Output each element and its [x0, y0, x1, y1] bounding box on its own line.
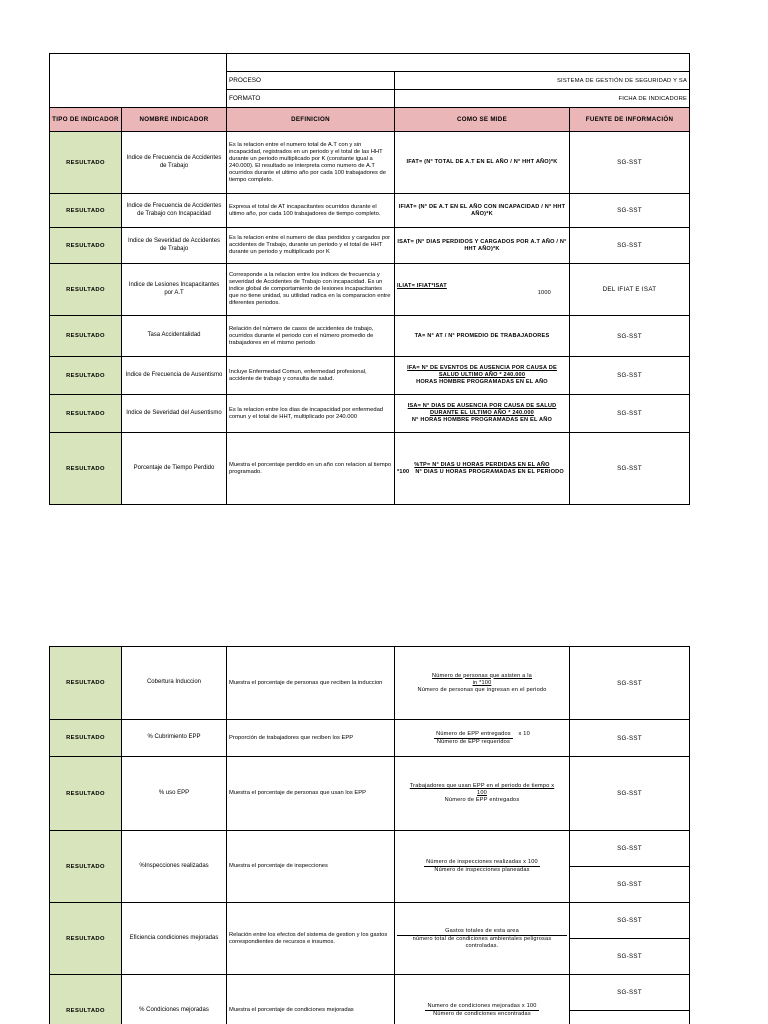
fuente-cell: SG-SST [570, 720, 690, 757]
definicion-cell: Relación del número de casos de accidentes de trabajo, ocurridos durante el periodo con el número promedio de trabajadores en el mismo periodo [227, 316, 395, 357]
formula-denominator: Número de condiciones encontradas [433, 1011, 531, 1017]
table-row [50, 395, 690, 433]
definicion-cell: Es la relacion entre el numero total de A.T con y sin incapacidad, registrados en un periodo y el total de las HHT durante un periodo multiplicado por K (constante igual a 240.000). El resultado se interpreta como numero de A.T ocurridos durante el ultimo año por cada 100 trabajadores de tiempo completo. [227, 132, 395, 194]
tipo-cell: RESULTADO [50, 720, 122, 757]
fuente-cell: SG-SST [570, 316, 690, 357]
tipo-cell: RESULTADO [50, 194, 122, 228]
fuente-cell: SG-SST [570, 194, 690, 228]
como-cell [395, 831, 570, 903]
definicion-cell: Muestra el porcentaje perdido en un año con relacion al tiempo programado. [227, 433, 395, 505]
nombre-cell: Porcentaje de Tiempo Perdido [122, 433, 227, 505]
definicion-cell: Es la relacion entre los dias de incapacidad por enfermedad comun y el total de HHT, multiplicado por 240.000 [227, 395, 395, 433]
formula-denominator: número total de condiciones ambientales peligrosas controladas. [412, 935, 552, 949]
formula-multiplier: *100 [397, 468, 410, 475]
formula-numerator: IFA= N° DE EVENTOS DE AUSENCIA POR CAUSA DE SALUD ULTIMO AÑO * 240.000 [407, 365, 557, 378]
logo-cell [50, 54, 227, 108]
table-row [50, 975, 690, 1011]
tipo-cell: RESULTADO [50, 647, 122, 720]
tipo-cell: RESULTADO [50, 395, 122, 433]
formula-denominator: Número de EPP entregados [444, 797, 520, 803]
como-cell [395, 264, 570, 316]
formula-multiplier: x 10 [518, 730, 530, 737]
fuente-cell: SG-SST [570, 433, 690, 505]
tipo-cell: RESULTADO [50, 975, 122, 1024]
formato-label: FORMATO [227, 90, 395, 108]
formula-numerator-2: 100 [477, 790, 487, 796]
nombre-cell: Indice de Severidad de Accidentes de Trabajo [122, 228, 227, 264]
definicion-cell: Relación entre los efectos del sistema de gestion y los gastos correspondientes de recursos e insumos. [227, 903, 395, 975]
formula-numerator: %TP= N° DIAS U HORAS PERDIDAS EN EL AÑO [414, 461, 550, 468]
nombre-cell: % Cubrimiento EPP [122, 720, 227, 757]
formula-denominator: 1000 [537, 289, 551, 296]
definicion-cell: Es la relacion entre el numero de dias perdidos y cargados por accidentes de Trabajo, durante un periodo y el total de HHT durante un periodo y multiplicado por K [227, 228, 395, 264]
fuente-cell: SG-SST [570, 757, 690, 831]
formula-numerator: Gastos totales de esta area [397, 928, 567, 936]
proceso-value: SISTEMA DE GESTIÓN DE SEGURIDAD Y SA [395, 72, 690, 90]
formula-numerator: Trabajadores que usan EPP en el periodo de tiempo x [409, 783, 555, 789]
formula-numerator: ILIAT= IFIAT*ISAT [397, 282, 447, 289]
como-cell [395, 395, 570, 433]
tipo-cell: RESULTADO [50, 903, 122, 975]
fuente-cell: SG-SST [570, 647, 690, 720]
fuente-cell: SG-SST [570, 357, 690, 395]
nombre-cell: Indice de Frecuencia de Accidentes de Trabajo [122, 132, 227, 194]
como-cell [395, 433, 570, 505]
table-row [50, 228, 690, 264]
formula-denominator: N° HORAS HOMBRE PROGRAMADAS EN EL AÑO [411, 417, 553, 423]
col-tipo: TIPO DE INDICADOR [50, 108, 122, 132]
table-row [50, 132, 690, 194]
como-cell [395, 357, 570, 395]
nombre-cell: % uso EPP [122, 757, 227, 831]
table-row [50, 647, 690, 720]
tipo-cell: RESULTADO [50, 433, 122, 505]
fuente-cell: SG-SST [570, 395, 690, 433]
indicator-table-2 [49, 646, 690, 1024]
formula-numerator: ISA= N° DIAS DE AUSENCIA POR CAUSA DE SALUD DURANTE EL ULTIMO AÑO * 240.000 [407, 403, 557, 416]
formula-numerator: Numero de condiciones mejoradas x 100 [427, 1003, 537, 1009]
fuente-cell: DEL IFIAT E ISAT [570, 264, 690, 316]
col-como: COMO SE MIDE [395, 108, 570, 132]
formula-numerator: Número de personas que asisten a la [432, 672, 532, 679]
nombre-cell: Indice de Frecuencia de Accidentes de Trabajo con Incapacidad [122, 194, 227, 228]
tipo-cell: RESULTADO [50, 316, 122, 357]
fuente-cell: SG-SST [570, 903, 690, 939]
formula-numerator: Número de EPP entregados [436, 730, 511, 737]
nombre-cell: Cobertura Induccion [122, 647, 227, 720]
formula-numerator-2: in *100 [472, 679, 492, 686]
fuente-cell: SG-SST [570, 867, 690, 903]
formula-numerator: Número de inspecciones realizadas x 100 [426, 859, 538, 865]
como-cell [395, 903, 570, 975]
como-cell [395, 647, 570, 720]
nombre-cell: % Condiciones mejoradas [122, 975, 227, 1024]
fuente-cell-empty [570, 1011, 690, 1024]
formato-value: FICHA DE INDICADORE [395, 90, 690, 108]
table-row [50, 264, 690, 316]
formula-denominator: Número de inspecciones planeadas [434, 867, 530, 873]
como-cell: IFIAT= (N° DE A.T EN EL AÑO CON INCAPACIDAD / N° HHT AÑO)*K [395, 194, 570, 228]
nombre-cell: Indice de Severidad del Ausentismo [122, 395, 227, 433]
formula-denominator: Número de EPP requeridos [436, 738, 510, 745]
definicion-cell: Expresa el total de AT incapacitantes ocurridos durante el ultimo año, por cada 100 trabajadores de tiempo completo. [227, 194, 395, 228]
definicion-cell: Muestra el porcentaje de personas que reciben la induccion [227, 647, 395, 720]
col-definicion: DEFINICION [227, 108, 395, 132]
definicion-cell: Muestra el porcentaje de inspecciones [227, 831, 395, 903]
indicator-table-1 [49, 53, 690, 505]
formula-denominator: Número de personas que ingresan en el periodo [417, 686, 547, 693]
table-row [50, 831, 690, 867]
nombre-cell: Indice de Frecuencia de Ausentismo [122, 357, 227, 395]
definicion-cell: Incluye Enfermedad Comun, enfermedad profesional, accidente de trabajo y consulta de salud. [227, 357, 395, 395]
table-row [50, 720, 690, 757]
tipo-cell: RESULTADO [50, 357, 122, 395]
definicion-cell: Corresponde a la relacion entre los indices de frecuencia y severidad de Accidentes de Trabajo con incapacidad. Es un indice global de comportamiento de lesiones incapacitantes que no tiene unidad, su utilidad radica en la comparacion entre diferentes periodos. [227, 264, 395, 316]
fuente-cell: SG-SST [570, 975, 690, 1011]
table-row [50, 316, 690, 357]
table-row [50, 194, 690, 228]
proceso-label: PROCESO [227, 72, 395, 90]
header-top-cell [227, 54, 690, 72]
table-row [50, 357, 690, 395]
como-cell [395, 720, 570, 757]
como-cell: IFAT= (N° TOTAL DE A.T EN EL AÑO / N° HHT AÑO)*K [395, 132, 570, 194]
fuente-cell: SG-SST [570, 132, 690, 194]
como-cell: ISAT= (N° DIAS PERDIDOS Y CARGADOS POR A.T AÑO / N° HHT AÑO)*K [395, 228, 570, 264]
nombre-cell: %Inspecciones realizadas [122, 831, 227, 903]
tipo-cell: RESULTADO [50, 757, 122, 831]
definicion-cell: Muestra el porcentaje de personas que usan los EPP [227, 757, 395, 831]
como-cell [395, 757, 570, 831]
como-cell: TA= N° AT / N° PROMEDIO DE TRABAJADORES [395, 316, 570, 357]
table-row [50, 433, 690, 505]
col-nombre: NOMBRE INDICADOR [122, 108, 227, 132]
nombre-cell: Tasa Accidentalidad [122, 316, 227, 357]
tipo-cell: RESULTADO [50, 132, 122, 194]
formula-denominator: N° DIAS U HORAS PROGRAMADAS EN EL PERIODO [415, 468, 564, 475]
nombre-cell: Eficiencia condiciones mejoradas [122, 903, 227, 975]
formula-denominator: HORAS HOMBRE PROGRAMADAS EN EL AÑO [416, 379, 548, 385]
table-row [50, 903, 690, 939]
table-row [50, 757, 690, 831]
fuente-cell: SG-SST [570, 939, 690, 975]
definicion-cell: Proporción de trabajadores que reciben los EPP [227, 720, 395, 757]
tipo-cell: RESULTADO [50, 228, 122, 264]
tipo-cell: RESULTADO [50, 831, 122, 903]
como-cell [395, 975, 570, 1024]
fuente-cell: SG-SST [570, 228, 690, 264]
col-fuente: FUENTE DE INFORMACIÓN [570, 108, 690, 132]
nombre-cell: Indice de Lesiones Incapacitantes por A.T [122, 264, 227, 316]
fuente-cell: SG-SST [570, 831, 690, 867]
definicion-cell: Muestra el porcentaje de condiciones mejoradas [227, 975, 395, 1024]
tipo-cell: RESULTADO [50, 264, 122, 316]
